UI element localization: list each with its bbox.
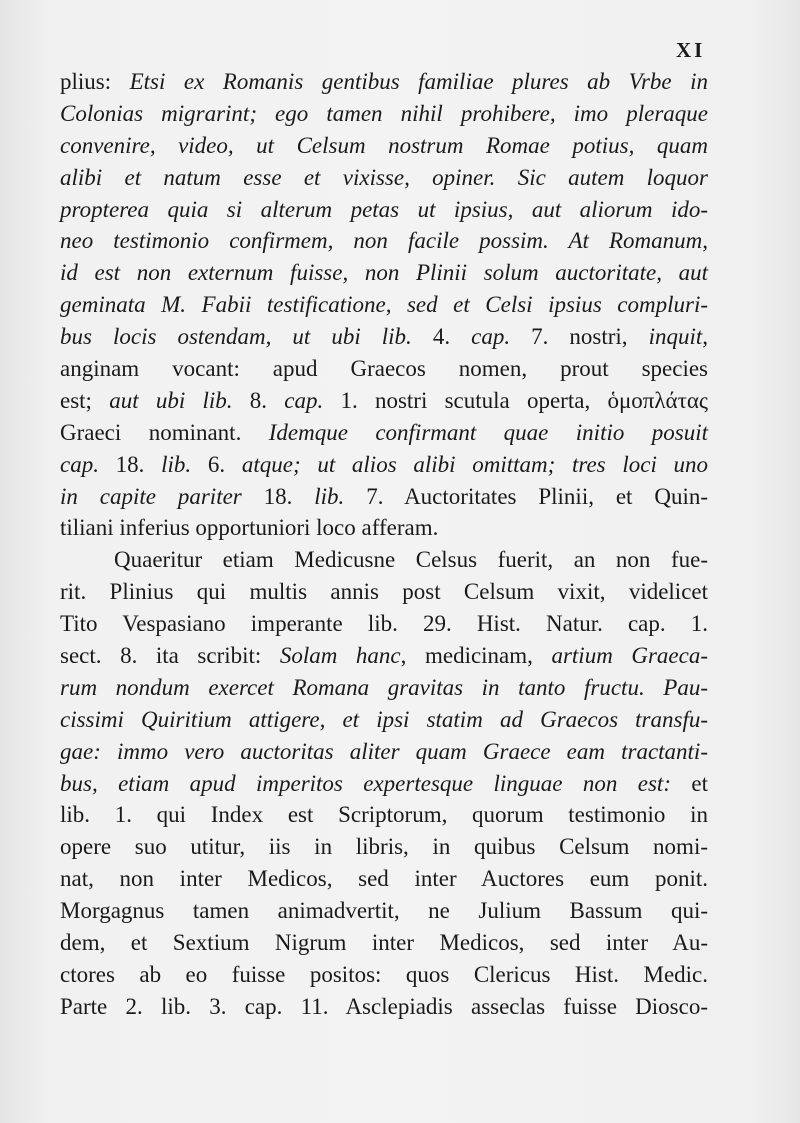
text-line	[60, 640, 708, 672]
italic-text-segment: propterea quia si alterum petas ut ipsius, aut aliorum ido-	[60, 196, 708, 222]
italic-text-segment: cap.	[471, 324, 532, 350]
italic-text-segment: bus locis ostendam, ut ubi lib.	[60, 324, 433, 350]
text-segment: 7. nostri,	[531, 324, 649, 350]
text-segment: ctores ab eo fuisse positos: quos Clericus Hist. Medic.	[60, 961, 708, 987]
italic-text-segment: rum nondum exercet Romana gravitas in tanto fructu. Pau-	[60, 674, 708, 700]
text-line	[60, 194, 708, 226]
italic-text-segment: convenire, video, ut Celsum nostrum Romae potius, quam	[60, 132, 708, 158]
text-line	[60, 576, 708, 608]
italic-text-segment: id est non externum fuisse, non Plinii solum auctoritate, aut	[60, 260, 708, 286]
italic-text-segment: neo testimonio confirmem, non facile possim. At Romanum,	[60, 228, 708, 254]
italic-text-segment: gae: immo vero auctoritas aliter quam Graece eam tractanti-	[60, 738, 708, 764]
italic-text-segment: Idemque confirmant quae initio posuit	[268, 419, 708, 445]
text-line	[60, 608, 708, 640]
text-line	[60, 385, 708, 417]
text-segment: 18.	[115, 451, 162, 477]
italic-text-segment: cap.	[60, 451, 116, 477]
text-segment: Quaeritur etiam Medicusne Celsus fuerit, an non fue-	[114, 547, 708, 573]
text-line	[60, 927, 708, 959]
text-segment: Tito Vespasiano imperante lib. 29. Hist. Natur. cap. 1.	[60, 611, 708, 637]
text-segment: dem, et Sextium Nigrum inter Medicos, sed inter Au-	[60, 930, 708, 956]
text-segment: et	[691, 770, 708, 796]
text-line	[60, 704, 708, 736]
text-line	[60, 831, 708, 863]
text-segment: 18.	[263, 483, 315, 509]
text-segment: est;	[60, 387, 110, 413]
text-segment: anginam vocant: apud Graecos nomen, prout species	[60, 356, 708, 382]
italic-text-segment: Colonias migrarint; ego tamen nihil prohibere, imo pleraque	[60, 100, 708, 126]
text-line	[60, 130, 708, 162]
italic-text-segment: bus, etiam apud imperitos expertesque linguae non est:	[60, 770, 692, 796]
italic-text-segment: atque; ut alios alibi omittam; tres loci uno	[241, 451, 709, 477]
text-line	[60, 991, 708, 1023]
text-line	[60, 449, 708, 481]
italic-text-segment: cissimi Quiritium attigere, et ipsi statim ad Graecos transfu-	[60, 706, 708, 732]
italic-text-segment: in capite pariter	[60, 483, 264, 509]
italic-text-segment: lib.	[314, 483, 367, 509]
italic-text-segment: aut ubi lib.	[109, 387, 250, 413]
text-segment: , medicinam,	[400, 643, 552, 669]
text-line	[60, 66, 708, 98]
text-line	[60, 162, 708, 194]
text-segment: 8.	[249, 387, 285, 413]
text-line	[60, 672, 708, 704]
italic-text-segment: geminata M. Fabii testificatione, sed et Celsi ipsius compluri-	[60, 292, 708, 318]
page-number: XI	[676, 38, 706, 62]
text-segment: 4.	[432, 324, 472, 350]
text-line	[60, 512, 708, 544]
text-segment: tiliani inferius opportuniori loco afferam.	[60, 515, 439, 541]
text-line	[60, 417, 708, 449]
italic-text-segment: alibi et natum esse et vixisse, opiner. Sic autem loquor	[60, 164, 708, 190]
text-line	[60, 289, 708, 321]
text-segment: 7. Auctoritates Plinii, et Quin-	[366, 483, 708, 509]
text-segment: lib. 1. qui Index est Scriptorum, quorum testimonio in	[60, 802, 708, 828]
text-segment: Morgagnus tamen animadvertit, ne Julium Bassum qui-	[60, 898, 708, 924]
italic-text-segment: artium Graeca-	[551, 643, 709, 669]
italic-text-segment: cap.	[284, 387, 341, 413]
text-line	[60, 959, 708, 991]
text-segment: 6.	[207, 451, 242, 477]
text-segment: plius:	[60, 69, 130, 94]
text-line	[60, 98, 708, 130]
text-line	[60, 225, 708, 257]
text-line	[60, 544, 708, 576]
text-line	[60, 768, 708, 800]
text-segment: 1. nostri scutula operta, ὁμοπλάτας	[340, 387, 708, 413]
body-text	[60, 66, 708, 1023]
italic-text-segment: Solam hanc	[279, 643, 401, 669]
text-line	[60, 799, 708, 831]
italic-text-segment: Etsi ex Romanis gentibus familiae plures ab Vrbe in	[129, 69, 708, 94]
text-segment: Graeci nominant.	[60, 419, 269, 445]
text-line	[60, 736, 708, 768]
text-segment: Parte 2. lib. 3. cap. 11. Asclepiadis asseclas fuisse Diosco-	[60, 993, 708, 1019]
text-segment: nat, non inter Medicos, sed inter Auctores eum ponit.	[60, 866, 708, 892]
text-line	[60, 481, 708, 513]
italic-text-segment: inquit,	[648, 324, 709, 350]
text-segment: opere suo utitur, iis in libris, in quibus Celsum nomi-	[60, 834, 708, 860]
italic-text-segment: lib.	[161, 451, 208, 477]
text-line	[60, 353, 708, 385]
text-line	[60, 257, 708, 289]
text-segment: sect. 8. ita scribit:	[60, 643, 280, 669]
text-line	[60, 863, 708, 895]
text-line	[60, 321, 708, 353]
text-line	[60, 895, 708, 927]
text-segment: rit. Plinius qui multis annis post Celsum vixit, videlicet	[60, 579, 708, 605]
